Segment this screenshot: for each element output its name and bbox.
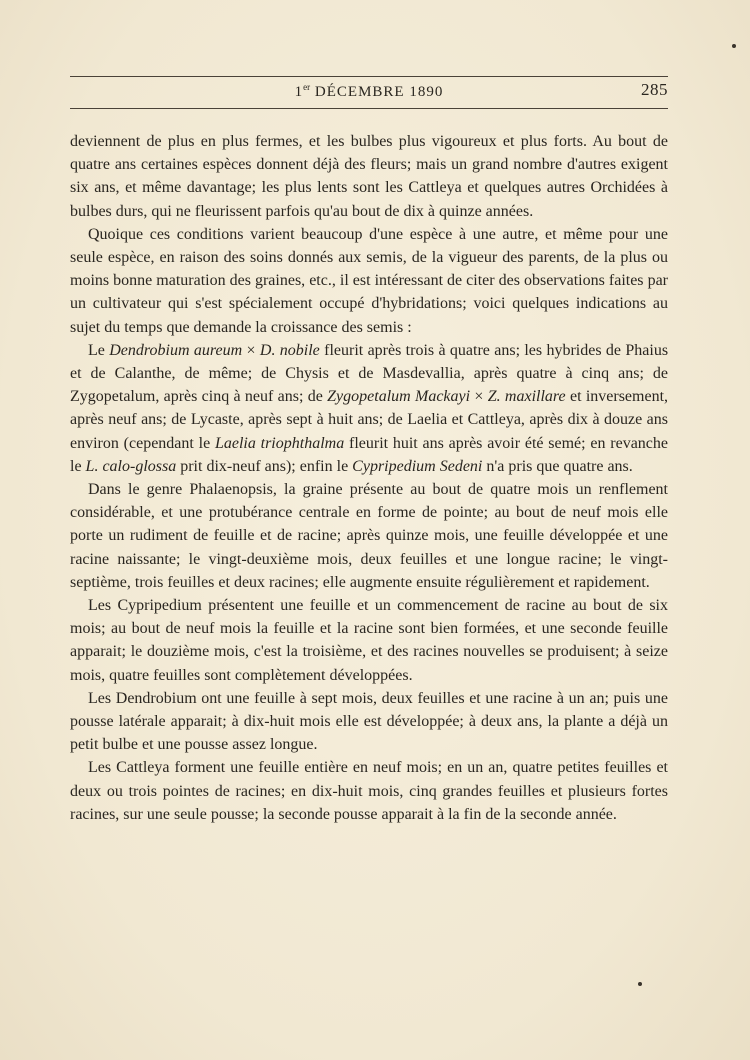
body-text	[70, 130, 668, 826]
paragraph	[70, 594, 668, 687]
header-date-number: 1	[294, 84, 304, 100]
text-run: Les Cattleya forment une feuille entière en neuf mois; en un an, quatre petites feuilles et deux ou trois pointes de racines; en dix-huit mois, cinq grandes feuilles et plusieurs fortes racines, sur une seule pousse; la seconde pousse apparait à la fin de la seconde année.	[70, 759, 668, 823]
text-run: Quoique ces conditions varient beaucoup d'une espèce à une autre, et même pour une seule espèce, en raison des soins donnés aux semis, de la vigueur des parents, de la plus ou moins bonne maturation des graines, etc., il est intéressant de citer des observations faites par un cultivateur qui s'est spécialement occupé d'hybridations; voici quelques indications au sujet du temps que demande la croissance des semis :	[70, 225, 668, 336]
text-run: Les Dendrobium ont une feuille à sept mois, deux feuilles et une racine à un an; puis une pousse latérale apparait; à dix-huit mois elle est développée; à deux ans, la plante a déjà un petit bulbe et une pousse assez longue.	[70, 689, 668, 754]
italic-term: Zygopetalum Mackayi	[327, 388, 471, 406]
page-number: 285	[641, 80, 668, 99]
header-date-rest: DÉCEMBRE 1890	[310, 84, 444, 100]
text-run: prit dix-neuf ans); enfin le	[176, 457, 353, 475]
paragraph	[70, 756, 668, 826]
header-date-super: er	[303, 82, 311, 92]
text-run: deviennent de plus en plus fermes, et les bulbes plus vigoureux et plus forts. Au bout de quatre ans certaines espèces donnent déjà des fleurs; mais un grand nombre d'autres exigent six ans, et même davantage; les plus lents sont les Cattleya et quelques autres Orchidées à bulbes durs, qui ne fleurissent parfois qu'au bout de dix à quinze années.	[70, 133, 668, 220]
text-run: Dans le genre Phalaenopsis, la graine présente au bout de quatre mois un renflement considérable, et une protubérance centrale en forme de pointe; au bout de neuf mois elle porte un rudiment de feuille et de racine; après quinze mois, une feuille développée et une racine naissante; le vingt-deuxième mois, deux feuilles et une longue racine; le vingt-septième, trois feuilles et deux racines; elle augmente ensuite régulièrement et rapidement.	[70, 481, 668, 591]
italic-term: Z. maxillare	[487, 388, 566, 406]
paragraph	[70, 687, 668, 757]
text-run: n'a pris que quatre ans.	[482, 457, 633, 475]
ink-speck-bottom	[638, 982, 642, 986]
header-top-rule	[70, 76, 668, 77]
text-run: ×	[470, 388, 488, 406]
text-run: et inversement, après neuf ans; de Lycaste, après sept à huit ans; de Laelia et Cattleya, après dix à douze ans environ (cependant le	[70, 388, 669, 452]
text-run: Les Cypripedium présentent une feuille et un commencement de racine au bout de six mois; au bout de neuf mois la feuille et la racine sont bien formées, et une seconde feuille apparait; le douzième mois, c'est la troisième, et des racines nouvelles se produisent; à seize mois, quatre feuilles sont complètement développées.	[70, 597, 668, 684]
paragraph	[70, 130, 668, 223]
italic-term: Dendrobium aureum	[109, 341, 243, 359]
ink-speck-top	[732, 44, 736, 48]
header-date	[70, 82, 668, 101]
text-run: fleurit huit ans après avoir été semé; en revanche le	[70, 434, 669, 475]
text-run: ×	[242, 341, 260, 359]
italic-term: D. nobile	[259, 341, 320, 359]
italic-term: Cypripedium Sedeni	[352, 457, 483, 475]
italic-term: L. calo-glossa	[85, 457, 177, 475]
paragraph	[70, 339, 668, 478]
italic-term: Laelia triophthalma	[214, 434, 345, 452]
header-bottom-rule	[70, 108, 668, 109]
text-run: fleurit après trois à quatre ans; les hybrides de Phaius et de Calanthe, de même; de Chysis et de Masdevallia, après quatre à cinq ans; de Zygopetalum, après cinq à neuf ans; de	[70, 341, 669, 406]
running-header	[70, 82, 668, 104]
text-run: Le	[88, 341, 110, 359]
paragraph	[70, 223, 668, 339]
paragraph	[70, 478, 668, 594]
